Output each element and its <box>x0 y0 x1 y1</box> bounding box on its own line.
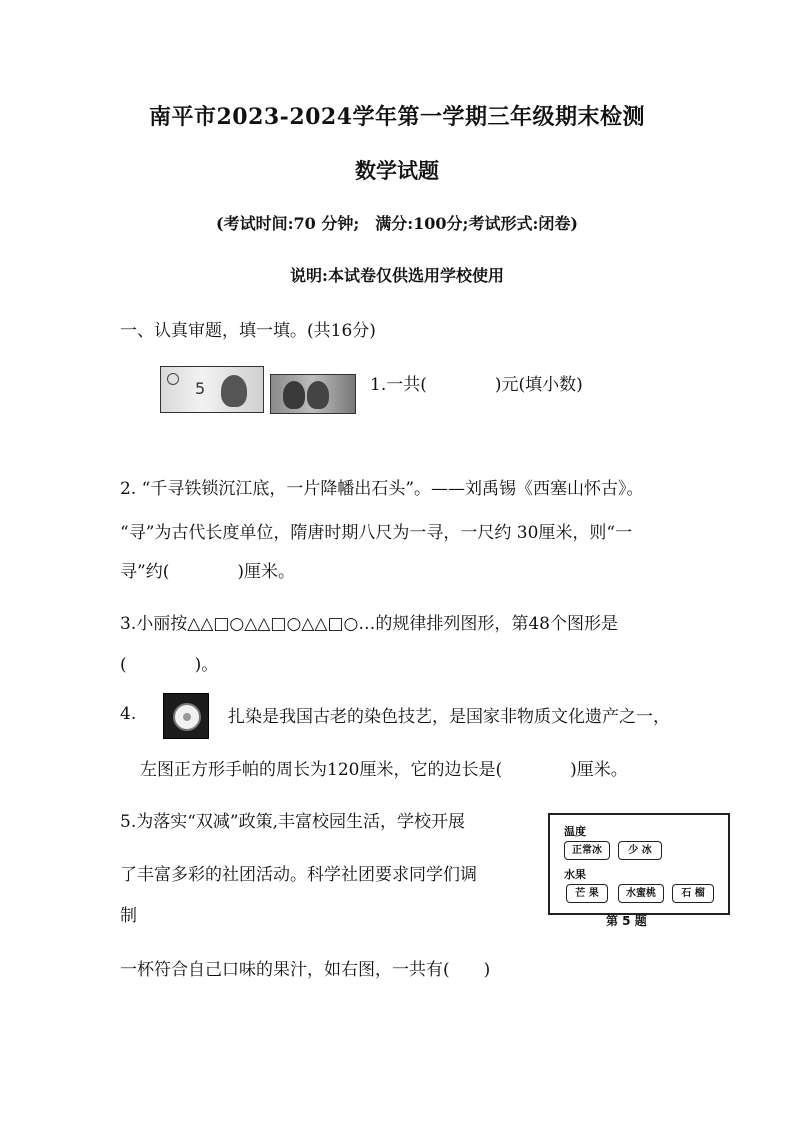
question-4-line-2: 左图正方形手帕的周长为120厘米，它的边长是( )厘米。 <box>140 760 628 780</box>
question-3-line-1: 3.小丽按△△□○△△□○△△□○…的规律排列图形，第48个图形是 <box>120 614 618 634</box>
exam-title: 南平市2023-2024学年第一学期三年级期末检测 <box>148 104 646 130</box>
emblem-icon <box>167 373 179 385</box>
question-5-line-1: 5.为落实“双减”政策,丰富校园生活，学校开展 <box>120 812 466 832</box>
banknote-denomination: 5 <box>195 379 206 398</box>
temp-option-less-ice: 少 冰 <box>618 841 662 860</box>
exam-subtitle: 数学试题 <box>355 158 439 183</box>
question-5-line-2: 了丰富多彩的社团活动。科学社团要求同学们调 <box>120 865 477 885</box>
question-4-number: 4. <box>120 704 137 724</box>
portrait-icon <box>307 381 329 409</box>
portrait-icon <box>283 381 305 409</box>
portrait-icon <box>221 375 247 407</box>
juice-options-figure <box>548 813 730 915</box>
fruit-option-pomegranate: 石 榴 <box>672 884 714 903</box>
question-2-line-2: “寻”为古代长度单位，隋唐时期八尺为一寻，一尺约 30厘米，则“一 <box>120 523 633 543</box>
temperature-label: 温度 <box>564 825 586 838</box>
fruit-option-peach: 水蜜桃 <box>618 884 664 903</box>
temp-option-normal-ice: 正常冰 <box>564 841 610 860</box>
question-2-line-1: 2. “千寻铁锁沉江底，一片降幡出石头”。——刘禹锡《西塞山怀古》。 <box>120 479 644 499</box>
banknote-5-yuan-image <box>160 366 264 413</box>
banknote-1-yuan-image <box>270 374 356 414</box>
exam-note: 说明:本试卷仅供选用学校使用 <box>290 266 504 285</box>
question-5-line-3: 制 <box>120 906 137 926</box>
handkerchief-pattern-icon <box>173 703 201 731</box>
section-1-heading: 一、认真审题，填一填。(共16分) <box>120 321 376 341</box>
fruit-label: 水果 <box>564 868 586 881</box>
question-4-line-1: 扎染是我国古老的染色技艺，是国家非物质文化遗产之一， <box>228 707 670 727</box>
figure-5-caption: 第 5 题 <box>606 914 647 928</box>
exam-info: (考试时间:70 分钟; 满分:100分;考试形式:闭卷) <box>216 214 578 233</box>
fruit-option-mango: 芒 果 <box>566 884 608 903</box>
question-2-line-3: 寻”约( )厘米。 <box>120 562 295 582</box>
question-1-text: 1.一共( )元(填小数) <box>370 375 583 395</box>
question-5-line-4: 一杯符合自己口味的果汁，如右图，一共有( ) <box>120 960 491 980</box>
question-3-line-2: ( )。 <box>120 655 219 675</box>
tie-dye-handkerchief-image <box>163 693 209 739</box>
